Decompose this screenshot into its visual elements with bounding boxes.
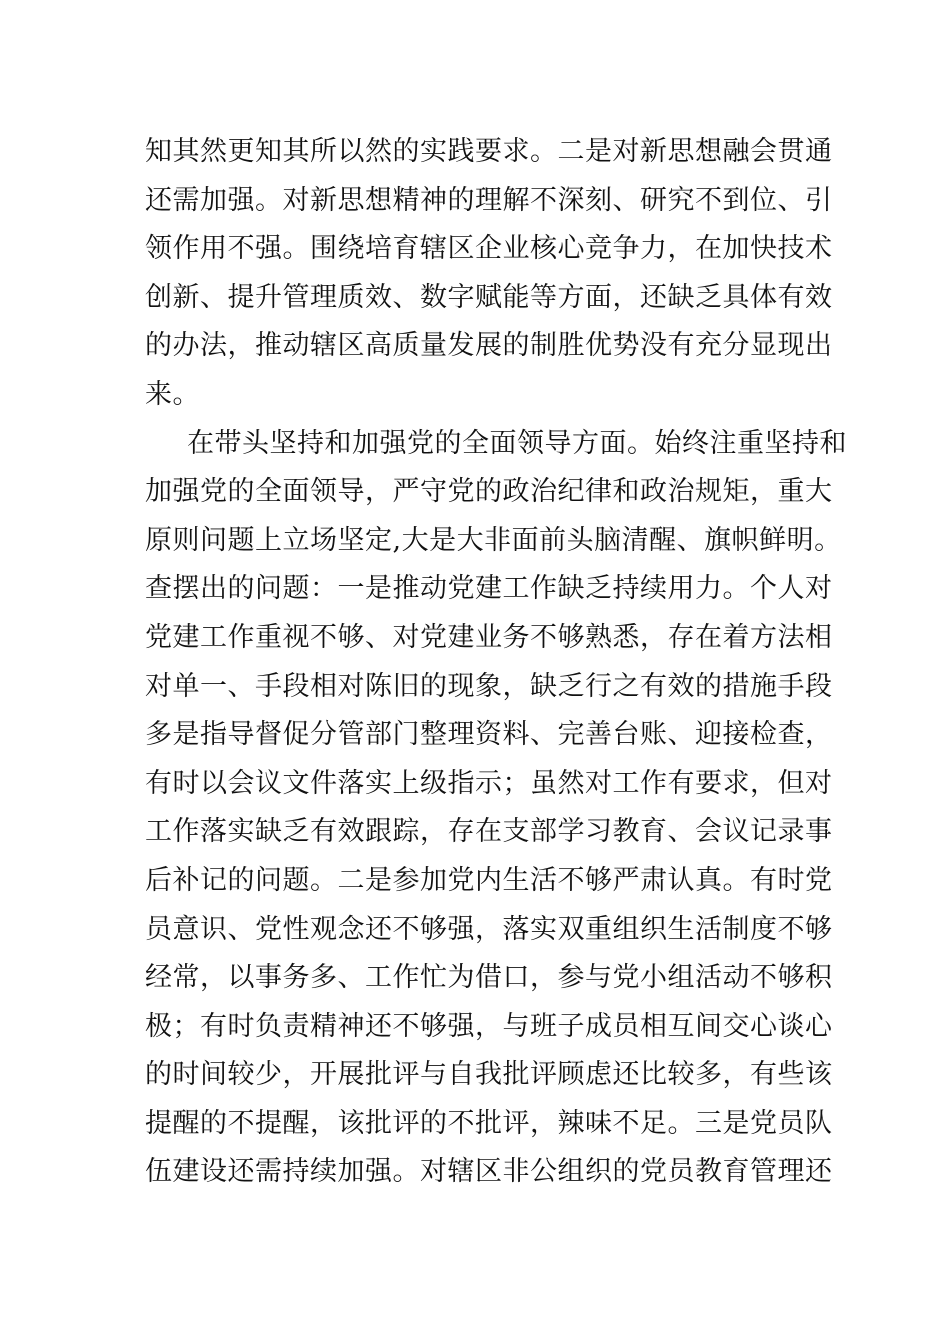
text-line: 有时以会议文件落实上级指示；虽然对工作有要求，但对 [145, 767, 833, 799]
text-line: 多是指导督促分管部门整理资料、完善台账、迎接检查， [145, 719, 833, 751]
text-line: 工作落实缺乏有效跟踪，存在支部学习教育、会议记录事 [145, 816, 833, 848]
text-line: 来。 [145, 378, 200, 410]
text-line: 员意识、党性观念还不够强，落实双重组织生活制度不够 [145, 913, 833, 945]
text-line: 知其然更知其所以然的实践要求。二是对新思想融会贯通 [145, 136, 833, 167]
text-line: 的办法，推动辖区高质量发展的制胜优势没有充分显现出 [145, 330, 833, 362]
paragraph-2 [145, 420, 847, 1198]
text-line: 的时间较少，开展批评与自我批评顾虑还比较多，有些该 [145, 1059, 833, 1091]
text-line: 在带头坚持和加强党的全面领导方面。始终注重坚持和 [187, 427, 847, 459]
text-line: 原则问题上立场坚定,大是大非面前头脑清醒、旗帜鲜明。 [145, 524, 842, 556]
text-line: 加强党的全面领导，严守党的政治纪律和政治规矩，重大 [145, 476, 833, 508]
text-line: 提醒的不提醒，该批评的不批评，辣味不足。三是党员队 [145, 1107, 833, 1139]
text-line: 对单一、手段相对陈旧的现象，缺乏行之有效的措施手段 [145, 670, 833, 702]
text-line: 经常，以事务多、工作忙为借口，参与党小组活动不够积 [145, 962, 833, 994]
text-line: 极；有时负责精神还不够强，与班子成员相互间交心谈心 [145, 1010, 833, 1042]
text-line: 党建工作重视不够、对党建业务不够熟悉，存在着方法相 [145, 621, 833, 653]
text-line: 查摆出的问题：一是推动党建工作缺乏持续用力。个人对 [145, 573, 833, 605]
document-body [145, 128, 847, 1197]
text-line: 创新、提升管理质效、数字赋能等方面，还缺乏具体有效 [145, 281, 833, 313]
text-line: 伍建设还需持续加强。对辖区非公组织的党员教育管理还 [145, 1156, 833, 1188]
text-line: 领作用不强。围绕培育辖区企业核心竞争力，在加快技术 [145, 233, 833, 265]
paragraph-1 [145, 128, 833, 420]
text-line: 后补记的问题。二是参加党内生活不够严肃认真。有时党 [145, 864, 833, 896]
text-line: 还需加强。对新思想精神的理解不深刻、研究不到位、引 [145, 184, 833, 216]
